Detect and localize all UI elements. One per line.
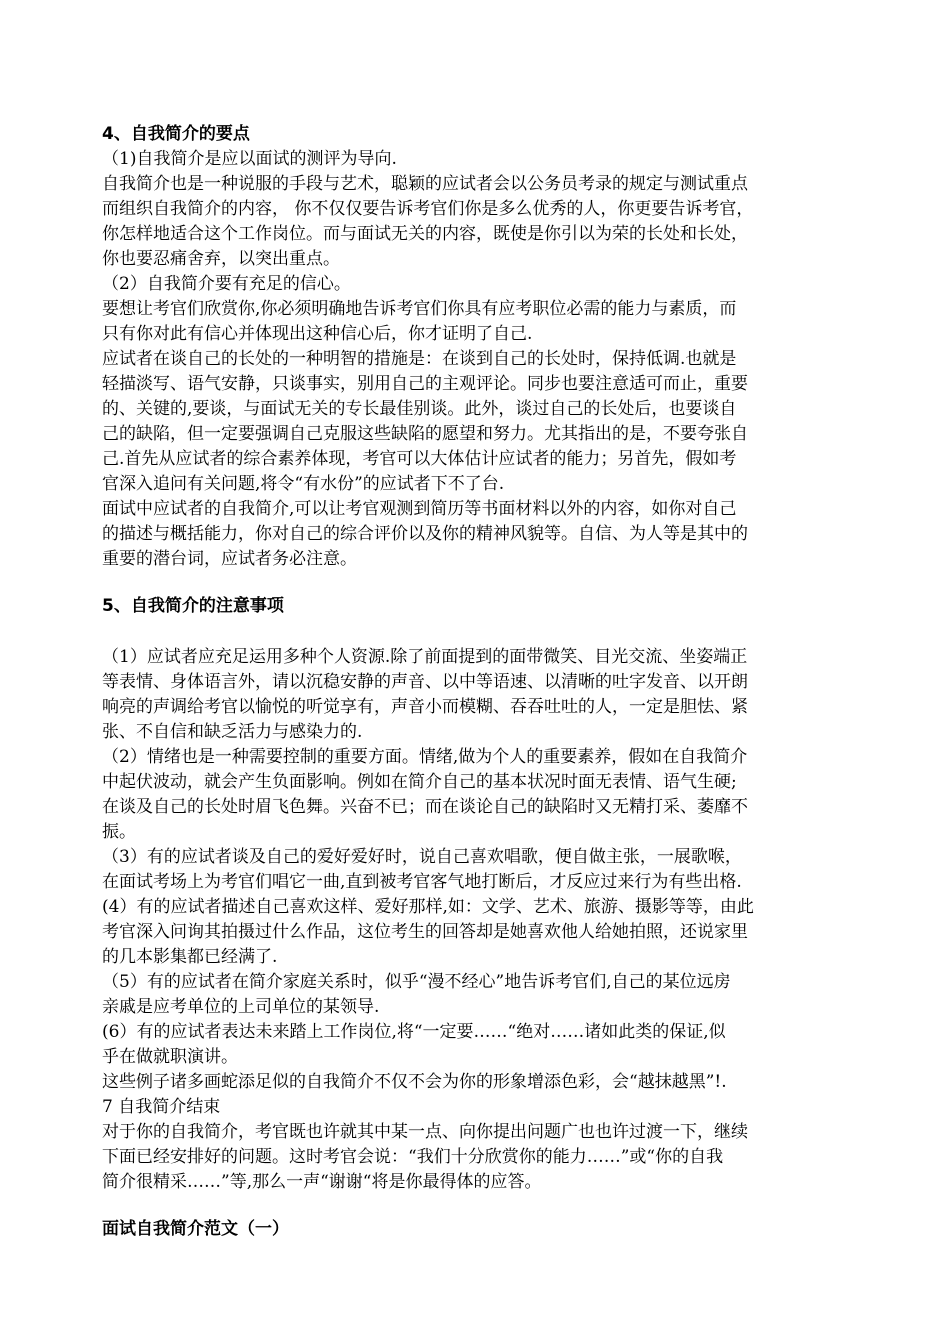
- paragraph-line: 下面已经安排好的问题。这时考官会说：“我们十分欣赏你的能力……”或“你的自我: [102, 1147, 724, 1167]
- paragraph-line: 在面试考场上为考官们唱它一曲,直到被考官客气地打断后，才反应过来行为有些出格.: [102, 872, 742, 892]
- section-5-heading: 5、自我简介的注意事项: [102, 596, 284, 616]
- paragraph-line: 对于你的自我简介，考官既也许就其中某一点、向你提出问题广也也许过渡一下，继续: [102, 1122, 748, 1142]
- paragraph-line: 应试者在谈自己的长处的一种明智的措施是：在谈到自己的长处时，保持低调.也就是: [102, 349, 737, 369]
- paragraph-line: 你也要忍痛舍弃，以突出重点。: [102, 249, 340, 269]
- paragraph-line: (4）有的应试者描述自己喜欢这样、爱好那样,如：文学、艺术、旅游、摄影等等，由此: [102, 897, 754, 917]
- paragraph-line: 乎在做就职演讲。: [102, 1047, 238, 1067]
- section-4-heading: 4、自我简介的要点: [102, 124, 250, 144]
- paragraph-line: 重要的潜台词，应试者务必注意。: [102, 549, 357, 569]
- paragraph-line: (6）有的应试者表达未来踏上工作岗位,将“一定要……“绝对……诸如此类的保证,似: [102, 1022, 726, 1042]
- spacer: [102, 1195, 834, 1217]
- paragraph-line: 张、不自信和缺乏活力与感染力的.: [102, 722, 363, 742]
- paragraph-line: 轻描淡写、语气安静，只谈事实，别用自己的主观评论。同步也要注意适可而止，重要: [102, 374, 748, 394]
- paragraph-line: 这些例子诸多画蛇添足似的自我简介不仅不会为你的形象增添色彩，会“越抹越黑”!.: [102, 1072, 727, 1092]
- spacer: [102, 572, 834, 594]
- paragraph-line: 7 自我简介结束: [102, 1097, 221, 1117]
- paragraph-line: （2）自我简介要有充足的信心。: [102, 274, 351, 294]
- paragraph-line: 只有你对此有信心并体现出这种信心后，你才证明了自己.: [102, 324, 533, 344]
- paragraph-line: 而组织自我简介的内容， 你不仅仅要告诉考官们你是多么优秀的人，你更要告诉考官，: [102, 199, 754, 219]
- paragraph-line: 振。: [102, 822, 136, 842]
- paragraph-line: （1)自我简介是应以面试的测评为导向.: [102, 149, 397, 169]
- paragraph-line: 的、关键的,要谈，与面试无关的专长最佳别谈。此外，谈过自己的长处后，也要谈自: [102, 399, 737, 419]
- paragraph-line: 官深入追问有关问题,将令“有水份”的应试者下不了台.: [102, 474, 505, 494]
- paragraph-line: （3）有的应试者谈及自己的爱好爱好时，说自己喜欢唱歌，便自做主张，一展歌喉，: [102, 847, 742, 867]
- paragraph-line: 等表情、身体语言外，请以沉稳安静的声音、以中等语速、以清晰的吐字发音、以开朗: [102, 672, 748, 692]
- document-page: [102, 122, 834, 1242]
- section-sample: [102, 1217, 834, 1242]
- paragraph-line: 自我简介也是一种说服的手段与艺术，聪颖的应试者会以公务员考录的规定与测试重点: [102, 174, 748, 194]
- section-4: [102, 122, 834, 572]
- paragraph-line: 己.首先从应试者的综合素养体现，考官可以大体估计应试者的能力；另首先，假如考: [102, 449, 737, 469]
- sample-heading: 面试自我简介范文（一）: [102, 1219, 289, 1239]
- paragraph-line: 中起伏波动，就会产生负面影响。例如在简介自己的基本状况时面无表情、语气生硬;: [102, 772, 737, 792]
- paragraph-line: （5）有的应试者在简介家庭关系时，似乎“漫不经心”地告诉考官们,自己的某位远房: [102, 972, 731, 992]
- paragraph-line: 简介很精采……”等,那么一声“谢谢“将是你最得体的应答。: [102, 1172, 542, 1192]
- paragraph-line: 面试中应试者的自我简介,可以让考官观测到简历等书面材料以外的内容，如你对自己: [102, 499, 737, 519]
- paragraph-line: 己的缺陷，但一定要强调自己克服这些缺陷的愿望和努力。尤其指出的是，不要夸张自: [102, 424, 748, 444]
- paragraph-line: 要想让考官们欣赏你,你必须明确地告诉考官们你具有应考职位必需的能力与素质，而: [102, 299, 737, 319]
- paragraph-line: 的描述与概括能力，你对自己的综合评价以及你的精神风貌等。自信、为人等是其中的: [102, 524, 748, 544]
- spacer: [102, 619, 834, 645]
- paragraph-line: （1）应试者应充足运用多种个人资源.除了前面提到的面带微笑、目光交流、坐姿端正: [102, 647, 748, 667]
- paragraph-line: 考官深入问询其拍摄过什么作品，这位考生的回答却是她喜欢他人给她拍照，还说家里: [102, 922, 748, 942]
- paragraph-line: （2）情绪也是一种需要控制的重要方面。情绪,做为个人的重要素养，假如在自我简介: [102, 747, 748, 767]
- paragraph-line: 的几本影集都已经满了.: [102, 947, 278, 967]
- paragraph-line: 在谈及自己的长处时眉飞色舞。兴奋不已；而在谈论自己的缺陷时又无精打采、萎靡不: [102, 797, 748, 817]
- paragraph-line: 你怎样地适合这个工作岗位。而与面试无关的内容，既使是你引以为荣的长处和长处，: [102, 224, 748, 244]
- paragraph-line: 亲戚是应考单位的上司单位的某领导.: [102, 997, 380, 1017]
- paragraph-line: 响亮的声调给考官以愉悦的听觉享有，声音小而模糊、吞吞吐吐的人，一定是胆怯、紧: [102, 697, 748, 717]
- section-5: [102, 594, 834, 1195]
